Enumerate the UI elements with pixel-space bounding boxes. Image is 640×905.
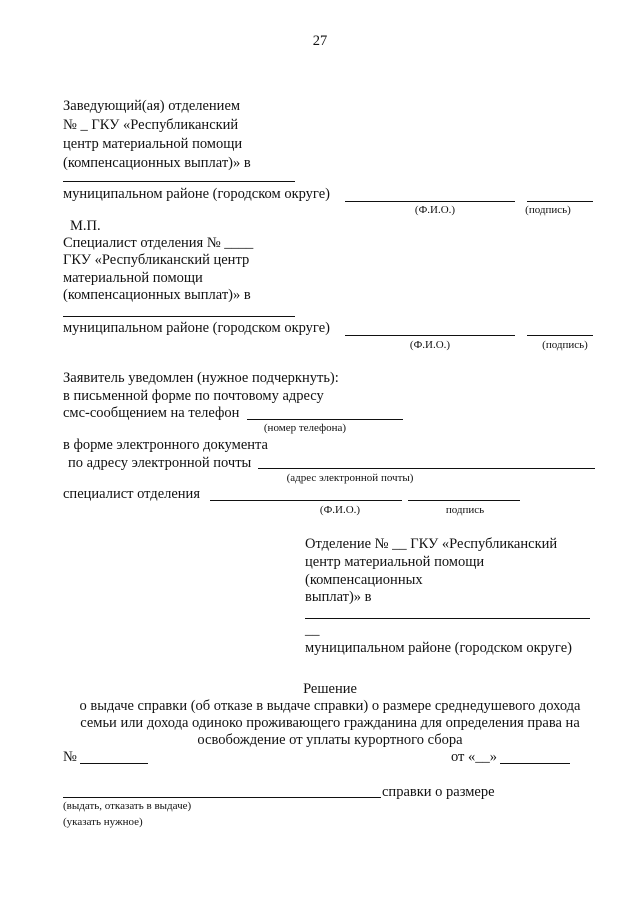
decision-date-blank: [500, 763, 570, 764]
phone-blank: [247, 419, 403, 420]
decision-number-label: №: [63, 749, 77, 765]
notification-signature-caption: подпись: [445, 504, 485, 516]
department-line: Отделение № __ ГКУ «Республиканский: [305, 536, 558, 552]
notification-sms: смс-сообщением на телефон: [63, 405, 240, 421]
department-line: выплат)» в: [305, 589, 372, 605]
head-line: Заведующий(ая) отделением: [63, 98, 241, 114]
head-fio-caption: (Ф.И.О.): [414, 204, 456, 216]
notification-electronic-1: в форме электронного документа: [63, 437, 268, 453]
decision-date-label: от «__»: [451, 749, 498, 765]
decision-line: семьи или дохода одиноко проживающего гражданина для определения права на: [80, 715, 580, 731]
notification-fio-caption: (Ф.И.О.): [319, 504, 361, 516]
certificate-text: справки о размере: [382, 784, 495, 800]
page-number: 27: [312, 33, 328, 49]
department-district-label: муниципальном районе (городском округе): [305, 640, 572, 656]
notification-specialist-label: специалист отделения: [63, 486, 200, 502]
head-signature-blank: [527, 201, 593, 202]
decision-line: о выдаче справки (об отказе в выдаче справки) о размере среднедушевого дохода: [79, 698, 581, 714]
specialist-fio-blank: [345, 335, 515, 336]
certificate-caption-1: (выдать, отказать в выдаче): [63, 800, 192, 812]
email-blank: [258, 468, 595, 469]
notification-signature-blank: [408, 500, 520, 501]
specialist-district-blank: [63, 316, 295, 317]
department-line: (компенсационных: [305, 572, 423, 588]
specialist-fio-caption: (Ф.И.О.): [409, 339, 451, 351]
specialist-line: (компенсационных выплат)» в: [63, 287, 251, 303]
decision-number-blank: [80, 763, 148, 764]
head-fio-blank: [345, 201, 515, 202]
department-dash: __: [305, 622, 320, 638]
head-line: (компенсационных выплат)» в: [63, 155, 251, 171]
specialist-district-label: муниципальном районе (городском округе): [63, 320, 330, 336]
specialist-signature-caption: (подпись): [542, 339, 588, 351]
phone-caption: (номер телефона): [263, 422, 347, 434]
head-line: № _ ГКУ «Республиканский: [63, 117, 239, 133]
specialist-signature-blank: [527, 335, 593, 336]
notification-electronic-2: по адресу электронной почты: [68, 455, 252, 471]
decision-title: Решение: [303, 681, 357, 697]
stamp-label: М.П.: [70, 218, 101, 234]
department-district-blank: [305, 618, 590, 619]
notification-postal: в письменной форме по почтовому адресу: [63, 388, 324, 404]
email-caption: (адрес электронной почты): [286, 472, 414, 484]
specialist-line: материальной помощи: [63, 270, 203, 286]
certificate-caption-2: (указать нужное): [63, 816, 143, 828]
head-district-label: муниципальном районе (городском округе): [63, 186, 330, 202]
head-district-blank: [63, 181, 295, 182]
department-line: центр материальной помощи: [305, 554, 485, 570]
decision-line: освобождение от уплаты курортного сбора: [197, 732, 463, 748]
certificate-blank: [63, 797, 381, 798]
notification-fio-blank: [210, 500, 402, 501]
specialist-line: Специалист отделения № ____: [63, 235, 254, 251]
head-signature-caption: (подпись): [525, 204, 571, 216]
head-line: центр материальной помощи: [63, 136, 243, 152]
notification-title: Заявитель уведомлен (нужное подчеркнуть):: [63, 370, 339, 386]
specialist-line: ГКУ «Республиканский центр: [63, 252, 250, 268]
